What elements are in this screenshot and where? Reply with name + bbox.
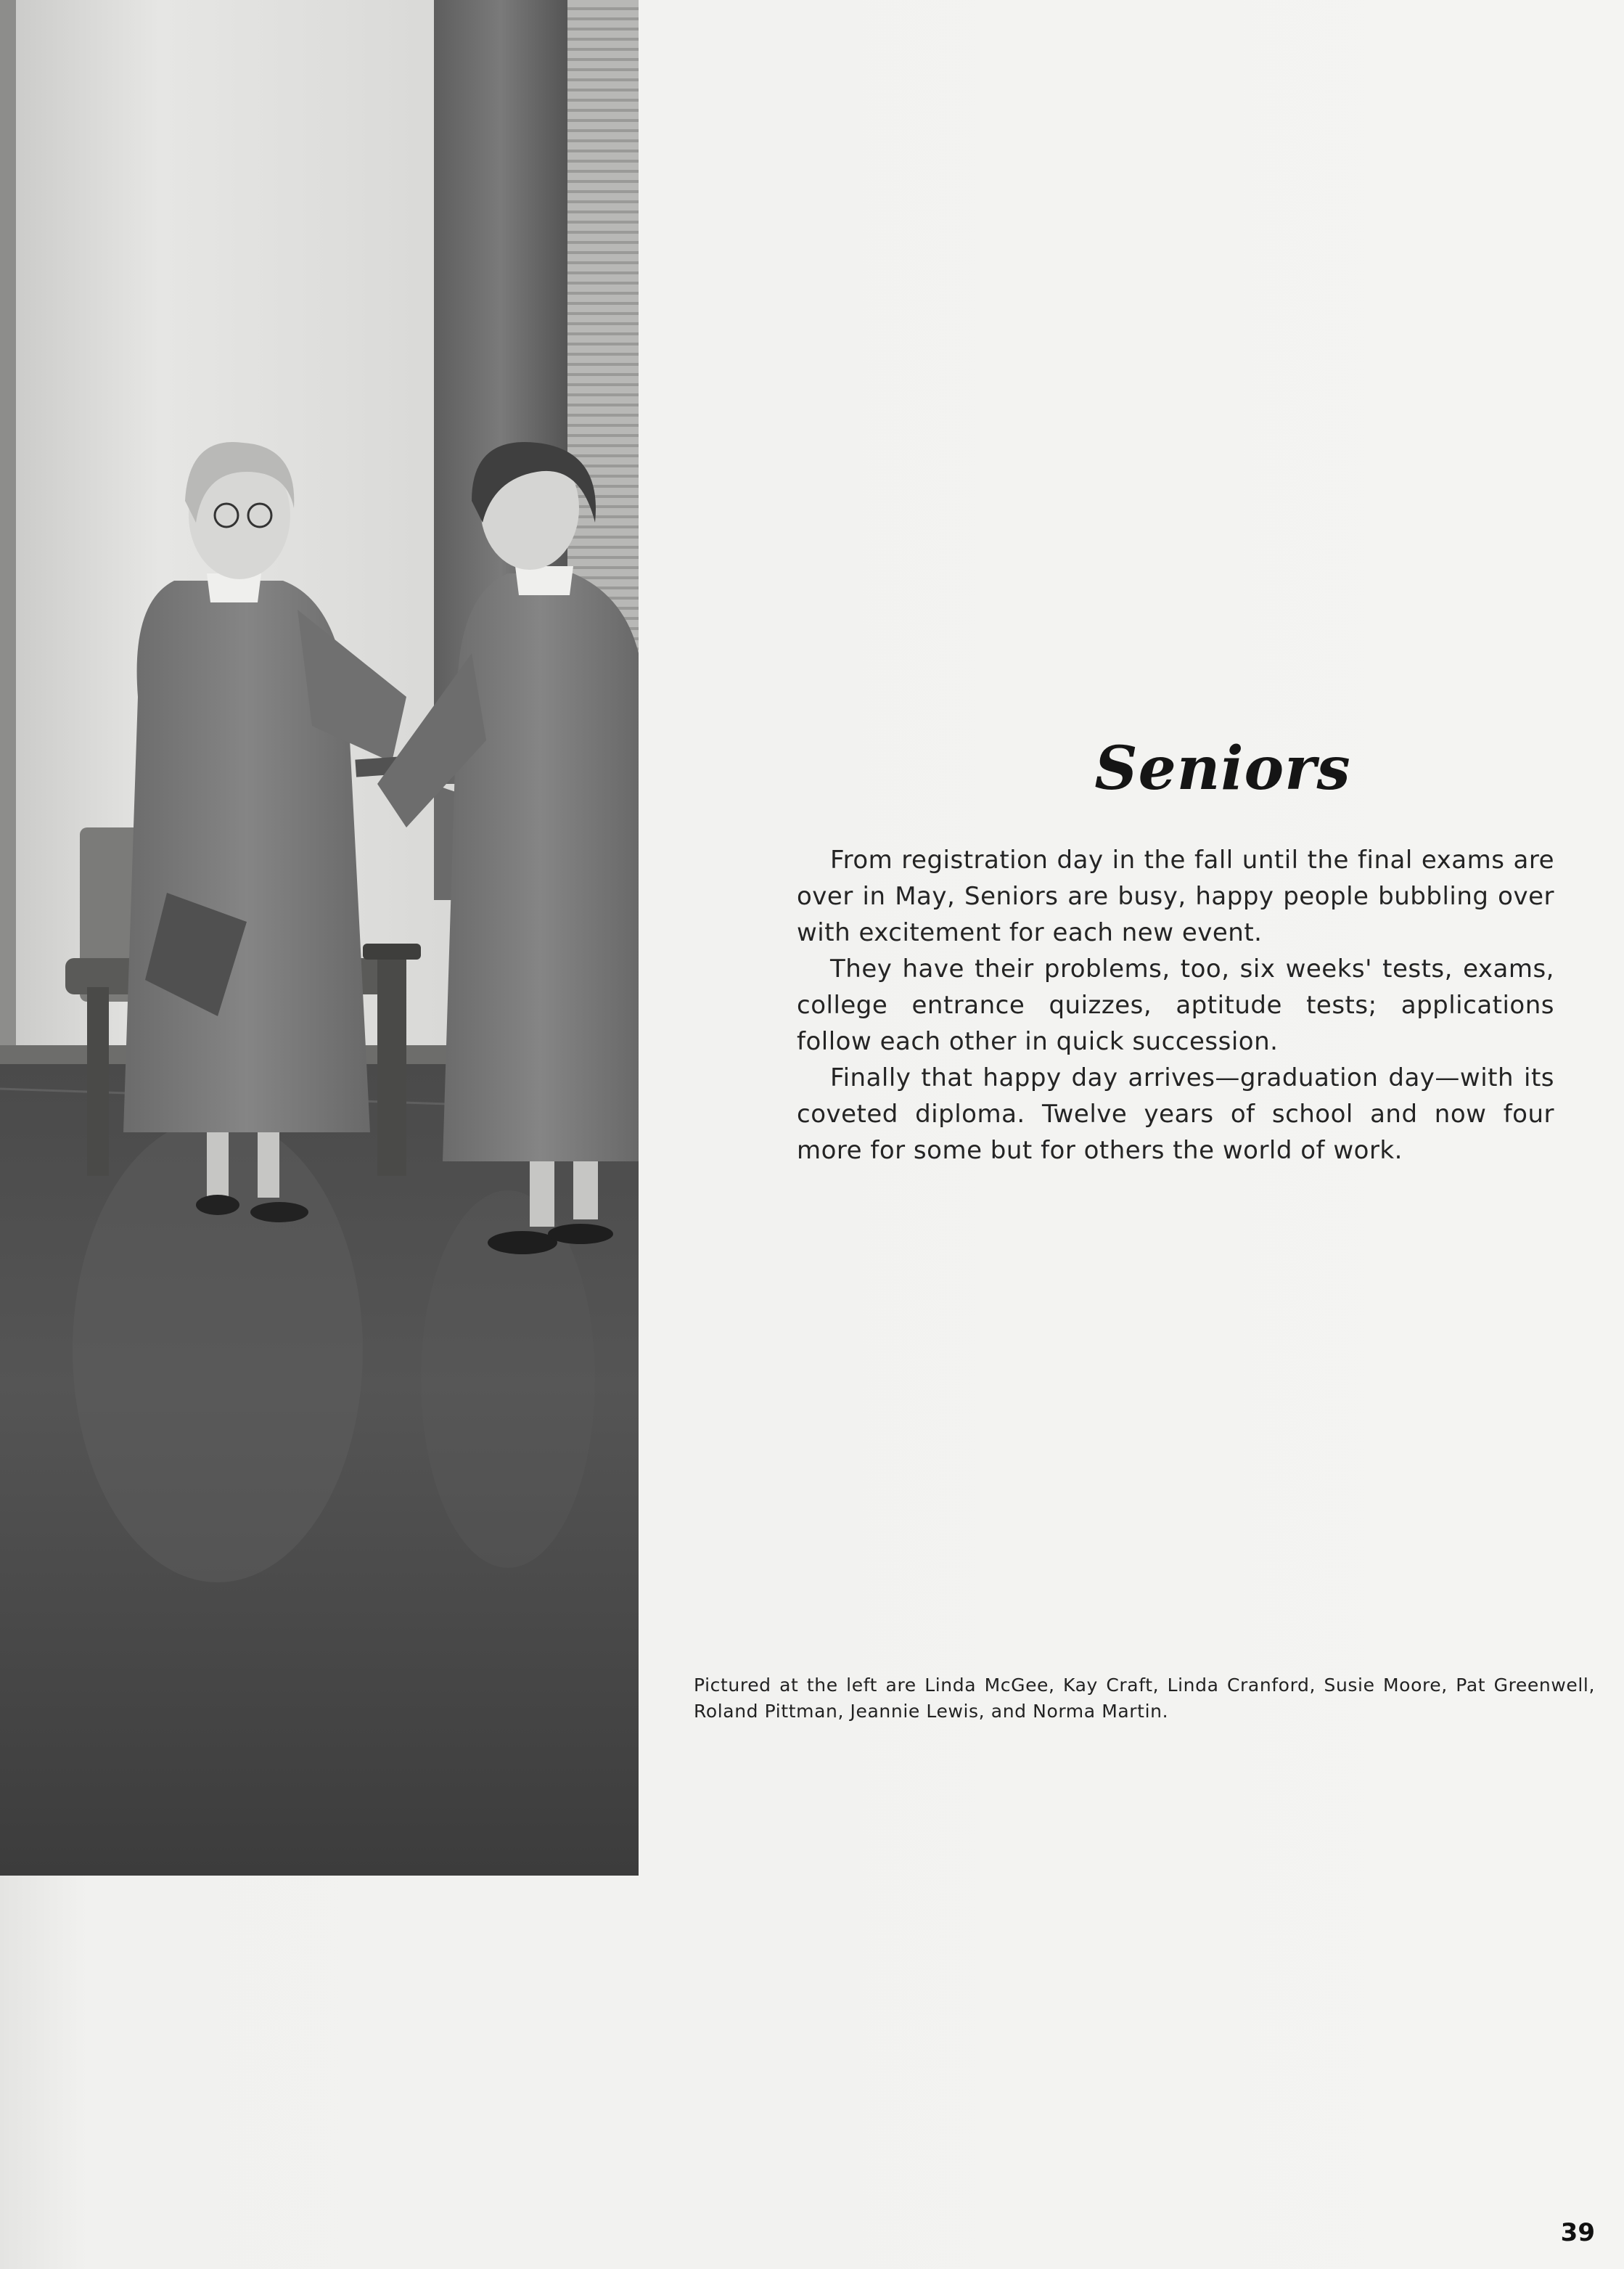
page-number: 39 xyxy=(1560,2218,1595,2247)
body-text xyxy=(797,842,1554,1169)
paragraph: From registration day in the fall until the final exams are over in May, Seniors are busy, happy people bubbling over with excitement for each new event. xyxy=(797,846,1554,947)
paragraph: They have their problems, too, six weeks' tests, exams, college entrance quizzes, aptitude tests; applications follow each other in quick succession. xyxy=(797,954,1554,1056)
paragraph: Finally that happy day arrives—graduation day—with its coveted diploma. Twelve years of school and now four more for some but for others the world of work. xyxy=(797,1063,1554,1165)
graduation-photo xyxy=(0,0,639,1876)
photo-caption: Pictured at the left are Linda McGee, Kay Craft, Linda Cranford, Susie Moore, Pat Greenwell, Roland Pittman, Jeannie Lewis, and Norma Martin. xyxy=(694,1675,1595,1722)
page-heading: Seniors xyxy=(1094,734,1351,804)
